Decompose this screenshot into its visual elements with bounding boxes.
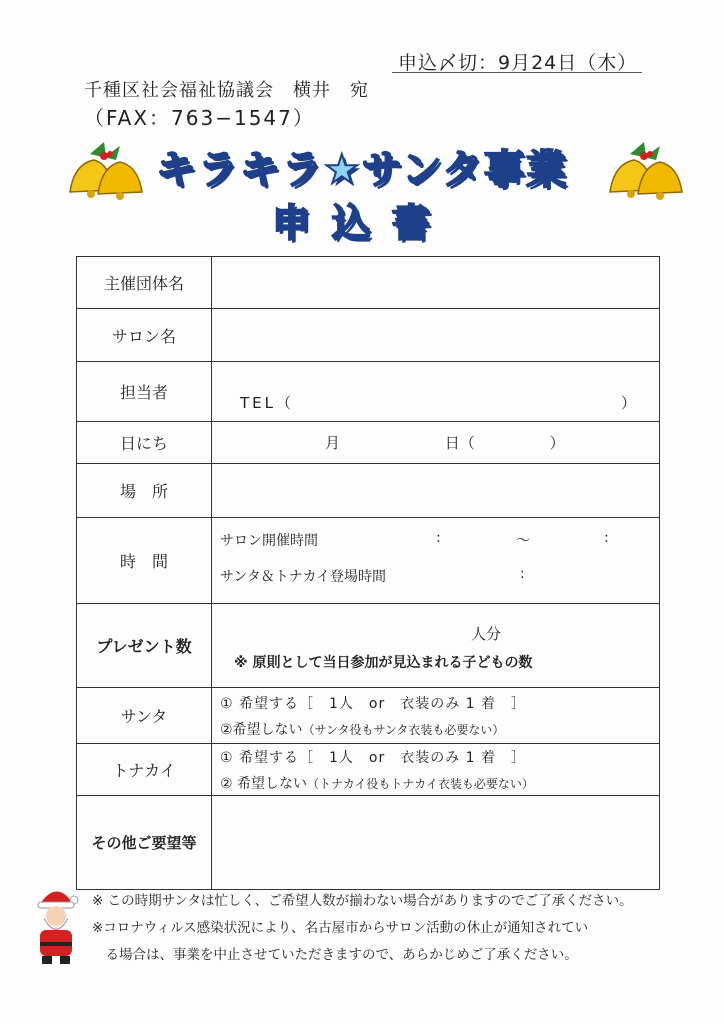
salon-label: サロン名 bbox=[77, 309, 212, 362]
person-label: 担当者 bbox=[77, 362, 212, 422]
place-label: 場 所 bbox=[77, 464, 212, 518]
tel-suffix: ） bbox=[620, 394, 639, 412]
form-row-host bbox=[77, 257, 660, 309]
salon-field[interactable] bbox=[212, 309, 660, 362]
reindeer-option-decline-label: ② 希望しない bbox=[220, 775, 308, 792]
salon-time-colon-end: : bbox=[604, 529, 609, 546]
present-unit: 人分 bbox=[470, 625, 501, 643]
host-field[interactable] bbox=[212, 257, 660, 309]
note-covid-1: ※コロナウィルス感染状況により、名古屋市からサロン活動の休止が通知されてい bbox=[92, 920, 589, 936]
santa-option-decline[interactable] bbox=[220, 719, 651, 739]
tel-prefix: TEL（ bbox=[240, 394, 294, 412]
reindeer-label: トナカイ bbox=[77, 744, 212, 796]
santa-option-decline-note: （サンタ役もサンタ衣装も必要ない） bbox=[302, 722, 505, 737]
form-row-reindeer bbox=[77, 744, 660, 796]
other-label: その他ご要望等 bbox=[77, 796, 212, 890]
salon-time-tilde: 〜 bbox=[516, 532, 530, 549]
form-row-other bbox=[77, 796, 660, 890]
form-row-time bbox=[77, 518, 660, 604]
page-title: キラキラ★サンタ事業 bbox=[155, 147, 569, 193]
note-covid-2: る場合は、事業を中止させていただきますので、あらかじめご了承ください。 bbox=[92, 947, 578, 963]
reindeer-option-decline[interactable] bbox=[220, 773, 651, 793]
present-field[interactable] bbox=[212, 604, 660, 688]
date-label: 日にち bbox=[77, 422, 212, 464]
santa-time-label: サンタ＆トナカイ登場時間 bbox=[220, 568, 387, 585]
salon-time-label: サロン開催時間 bbox=[220, 532, 318, 549]
organization-address: 千種区社会福祉協議会 横井 宛 bbox=[84, 80, 369, 101]
date-month: 月 bbox=[325, 434, 341, 452]
note-busy: ※ この時期サンタは忙しく、ご希望人数が揃わない場合がありますのでご了承ください。 bbox=[92, 893, 633, 909]
page-subtitle: 申込書 bbox=[271, 201, 452, 245]
santa-icon bbox=[30, 884, 82, 968]
present-label: プレゼント数 bbox=[77, 604, 212, 688]
form-row-place bbox=[77, 464, 660, 518]
santa-label: サンタ bbox=[77, 688, 212, 744]
date-field[interactable] bbox=[212, 422, 660, 464]
fax-number: （FAX：763−1547） bbox=[84, 106, 315, 130]
santa-time-colon: : bbox=[520, 565, 525, 582]
date-day: 日（ bbox=[444, 434, 475, 452]
application-form bbox=[76, 256, 660, 890]
notes-section bbox=[92, 888, 633, 969]
place-field[interactable] bbox=[212, 464, 660, 518]
form-row-date bbox=[77, 422, 660, 464]
form-row-present bbox=[77, 604, 660, 688]
form-row-person bbox=[77, 362, 660, 422]
form-row-santa bbox=[77, 688, 660, 744]
form-row-salon bbox=[77, 309, 660, 362]
deadline-text: 申込〆切：9月24日（木） bbox=[398, 52, 638, 74]
santa-options[interactable] bbox=[212, 688, 660, 744]
present-note: ※ 原則として当日参加が見込まれる子どもの数 bbox=[234, 655, 533, 671]
date-close: ） bbox=[549, 434, 565, 452]
time-field[interactable] bbox=[212, 518, 660, 604]
host-label: 主催団体名 bbox=[77, 257, 212, 309]
santa-option-decline-label: ②希望しない bbox=[220, 721, 303, 738]
reindeer-option-decline-note: （トナカイ役もトナカイ衣装も必要ない） bbox=[307, 776, 534, 791]
person-field[interactable] bbox=[212, 362, 660, 422]
reindeer-options[interactable] bbox=[212, 744, 660, 796]
salon-time-colon-start: : bbox=[436, 529, 441, 546]
other-field[interactable] bbox=[212, 796, 660, 890]
time-label: 時 間 bbox=[77, 518, 212, 604]
deadline-underline bbox=[392, 72, 642, 73]
reindeer-option-want[interactable]: ① 希望する［ 1人 or 衣装のみ 1 着 ］ bbox=[220, 749, 527, 766]
santa-option-want[interactable]: ① 希望する［ 1人 or 衣装のみ 1 着 ］ bbox=[220, 695, 527, 712]
